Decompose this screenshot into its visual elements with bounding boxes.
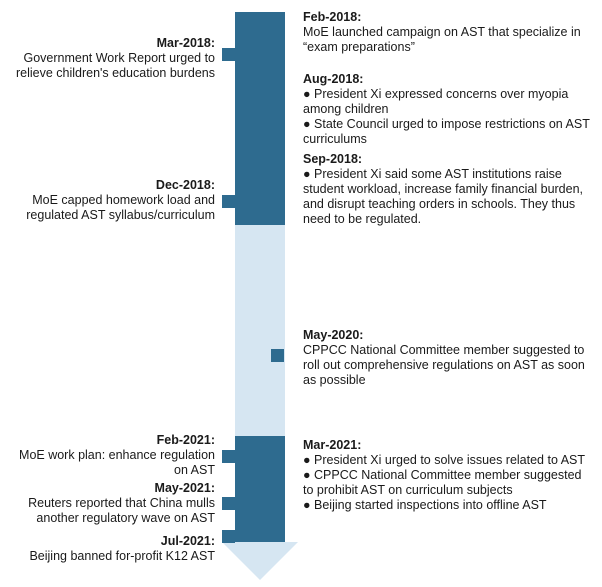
marker-left-may-2021 [222,497,235,510]
marker-left-jul-2021 [222,530,235,543]
event-mar-2018 [5,36,215,81]
event-feb-2018 [303,10,593,55]
event-date: Feb-2018: [303,10,362,24]
event-date: Jul-2021: [160,534,215,548]
event-text: Reuters reported that China mulls another regulatory wave on AST [28,496,215,525]
event-may-2020 [303,328,593,388]
event-sep-2018 [303,152,593,227]
event-text: Beijing banned for-profit K12 AST [29,549,215,563]
timeline-bar-2019-2020 [235,225,285,436]
marker-left-mar-2018 [222,48,235,61]
event-text: ● President Xi said some AST institutions raise student workload, increase family financial burden, and disrupt teaching orders in schools. They thus need to be regulated. [303,167,584,226]
event-date: Aug-2018: [303,72,364,86]
event-text: ● President Xi urged to solve issues related to AST [303,453,586,467]
event-feb-2021 [5,433,215,478]
event-date: Dec-2018: [155,178,215,192]
event-text: ● Beijing started inspections into offline AST [303,498,547,512]
marker-left-feb-2021 [222,450,235,463]
event-text: ● President Xi expressed concerns over myopia among children [303,87,569,116]
marker-right-may-2020 [271,349,284,362]
event-text: ● State Council urged to impose restrictions on AST curriculums [303,117,590,146]
timeline-arrowhead [222,542,298,580]
event-text: CPPCC National Committee member suggested to roll out comprehensive regulations on AST as soon as possible [303,343,585,387]
event-may-2021 [5,481,215,526]
event-text: MoE capped homework load and regulated AST syllabus/curriculum [26,193,215,222]
event-date: Sep-2018: [303,152,363,166]
event-text: MoE work plan: enhance regulation on AST [19,448,215,477]
marker-right-feb-2018 [271,33,284,46]
marker-right-mar-2021 [271,450,284,463]
event-text: Government Work Report urged to relieve children's education burdens [15,51,215,80]
marker-right-aug-2018 [271,120,284,133]
event-text: MoE launched campaign on AST that specialize in “exam preparations” [303,25,581,54]
event-text: ● CPPCC National Committee member suggested to prohibit AST on curriculum subjects [303,468,582,497]
event-date: Feb-2021: [156,433,215,447]
event-jul-2021 [5,534,215,564]
event-date: May-2020: [303,328,364,342]
event-date: Mar-2021: [303,438,362,452]
event-date: Mar-2018: [156,36,215,50]
event-dec-2018 [5,178,215,223]
event-date: May-2021: [154,481,215,495]
event-mar-2021 [303,438,593,513]
event-aug-2018 [303,72,593,147]
marker-left-dec-2018 [222,195,235,208]
